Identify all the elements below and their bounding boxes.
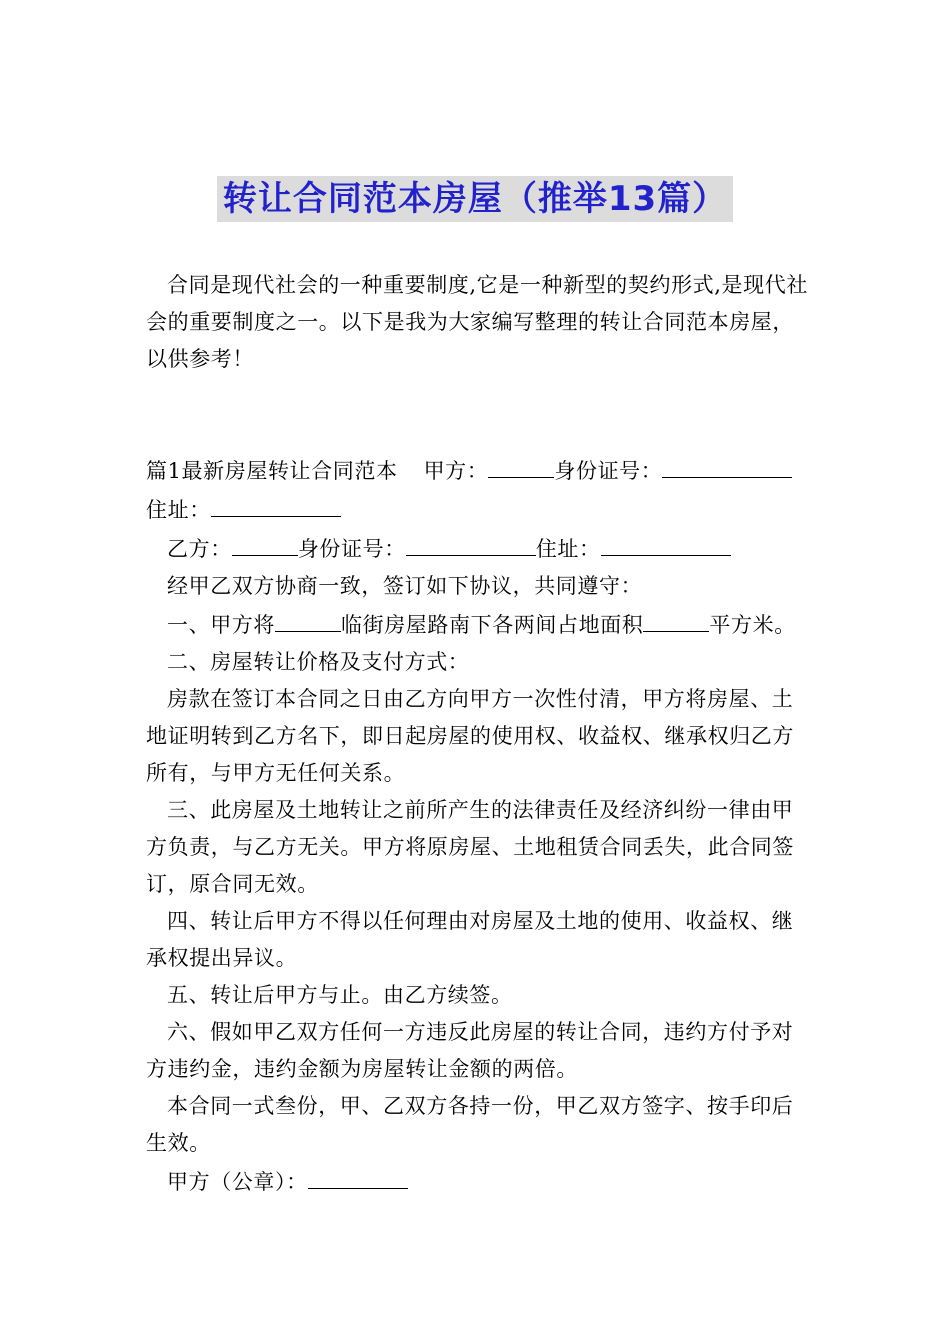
clause-6: 六、假如甲乙双方任何一方违反此房屋的转让合同，违约方付予对方违约金，违约金额为房屋转让金额的两倍。 xyxy=(146,1020,794,1081)
agreement-intro: 经甲乙双方协商一致，签订如下协议，共同遵守： xyxy=(167,574,643,598)
seal-line xyxy=(146,1162,810,1201)
contract-body xyxy=(146,451,810,1201)
party-a-label: 甲方： xyxy=(423,459,489,483)
clause-4: 四、转让后甲方不得以任何理由对房屋及土地的使用、收益权、继承权提出异议。 xyxy=(146,909,794,970)
section-heading: 篇1最新房屋转让合同范本 xyxy=(146,459,398,483)
party-a-id-label: 身份证号： xyxy=(554,459,663,483)
party-b-label: 乙方： xyxy=(167,537,232,561)
party-b-address-label: 住址： xyxy=(535,537,601,561)
clause-1-blank-b xyxy=(643,605,709,632)
party-b-id-label: 身份证号： xyxy=(297,537,406,561)
intro-paragraph: 合同是现代社会的一种重要制度,它是一种新型的契约形式,是现代社会的重要制度之一。以下是我为大家编写整理的转让合同范本房屋，以供参考！ xyxy=(146,273,808,371)
party-b-id-blank xyxy=(406,529,536,556)
party-a-address-label: 住址： xyxy=(146,498,211,522)
party-b-line xyxy=(146,529,810,568)
section-heading-line xyxy=(146,451,810,529)
seal-label: 甲方（公章）： xyxy=(167,1170,308,1194)
document-title: 转让合同范本房屋（推举13篇） xyxy=(217,176,733,222)
party-a-id-blank-wrap xyxy=(782,451,792,478)
party-a-address-blank xyxy=(211,490,341,517)
clause-3: 三、此房屋及土地转让之前所产生的法律责任及经济纠纷一律由甲方负责，与乙方无关。甲方将原房屋、土地租赁合同丢失，此合同签订，原合同无效。 xyxy=(146,798,794,896)
title-container xyxy=(0,176,950,222)
clause-1-part-b: 临街房屋路南下各两间占地面积 xyxy=(341,613,644,637)
clause-1 xyxy=(146,605,810,644)
party-b-address-blank xyxy=(601,529,731,556)
clause-2-body: 房款在签订本合同之日由乙方向甲方一次性付清，甲方将房屋、土地证明转到乙方名下，即日起房屋的使用权、收益权、继承权归乙方所有，与甲方无任何关系。 xyxy=(146,687,794,785)
party-b-blank xyxy=(232,529,298,556)
party-a-blank xyxy=(488,451,554,478)
clause-1-blank-a xyxy=(275,605,341,632)
seal-blank xyxy=(308,1162,408,1189)
clause-1-part-a: 一、甲方将 xyxy=(167,613,275,637)
copies-clause: 本合同一式叁份，甲、乙双方各持一份，甲乙双方签字、按手印后生效。 xyxy=(146,1094,794,1155)
party-a-id-blank xyxy=(662,451,782,478)
clause-1-part-c: 平方米。 xyxy=(709,613,796,637)
clause-5: 五、转让后甲方与止。由乙方续签。 xyxy=(167,983,513,1007)
clause-2-heading: 二、房屋转让价格及支付方式： xyxy=(167,650,470,674)
